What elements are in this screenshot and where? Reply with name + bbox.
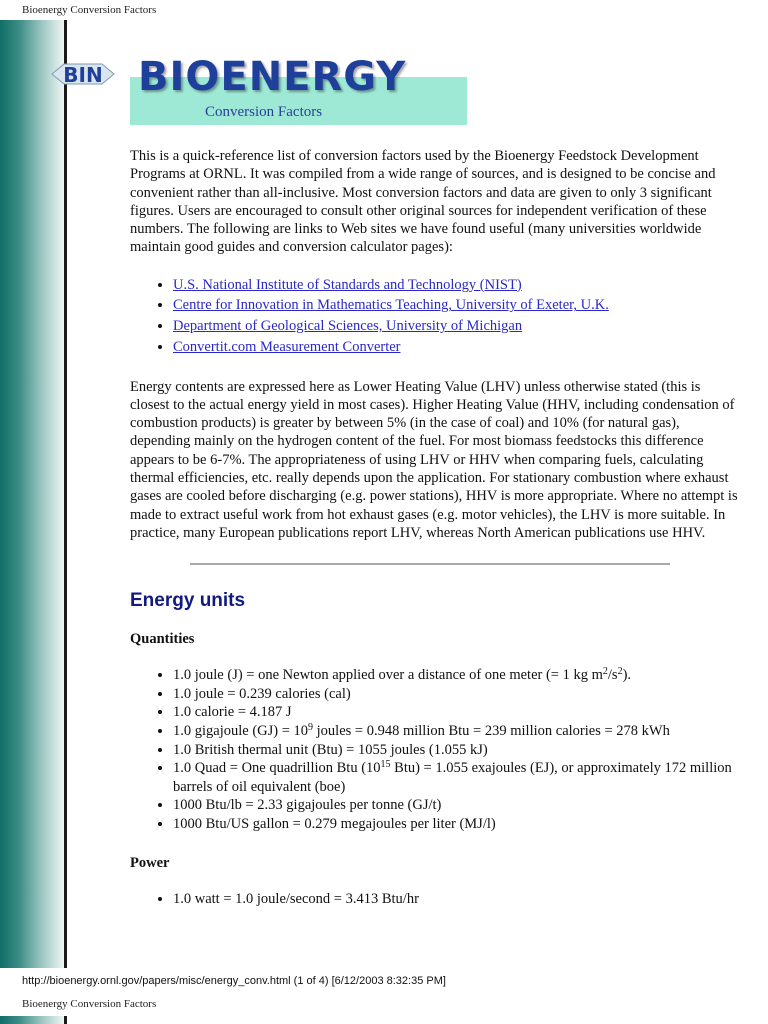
bin-logo-text: BIN (63, 63, 103, 87)
reference-links-list (130, 275, 742, 358)
sidebar-divider-next-page (64, 1016, 67, 1024)
fact-text: joules = 0.948 million Btu = 239 million calories = 278 kWh (313, 723, 670, 740)
fact-text: Btu) = 1.055 exajoules (EJ), or approximately 172 million barrels of oil equivalent (boe) (173, 760, 732, 795)
page-header-title: Bioenergy Conversion Factors (22, 4, 157, 16)
list-item (173, 759, 742, 796)
main-content (130, 147, 742, 908)
sidebar-gradient (0, 20, 64, 968)
lhv-paragraph: Energy contents are expressed here as Lower Heating Value (LHV) unless otherwise stated (this is closest to the actual energy yield in most cases). Higher Heating Value (HHV, including condensation of combustion products) is greater by between 5% (in the case of coal) and 10% (for natural gas), depending mainly on the hydrogen content of the fuel. For most biomass feedstocks this difference appears to be 6-7%. The appropriateness of using LHV or HHV when comparing fuels, calculating thermal efficiencies, etc. really depends upon the application. For stationary combustion where exhaust gases are cooled before discharging (e.g. power stations), HHV is more appropriate. Where no attempt is made to extract useful work from hot exhaust gases (e.g. motor vehicles), the LHV is more suitable. In practice, many European publications report LHV, whereas North American publications use HHV. (130, 378, 738, 541)
sidebar-gradient-next-page (0, 1016, 64, 1024)
footer-url: http://bioenergy.ornl.gov/papers/misc/energy_conv.html (1 of 4) [6/12/2003 8:32:35 PM] (22, 975, 446, 987)
link-convertit[interactable]: Convertit.com Measurement Converter (173, 338, 401, 355)
link-exeter[interactable]: Centre for Innovation in Mathematics Teaching, University of Exeter, U.K. (173, 297, 609, 314)
list-item (173, 275, 742, 296)
superscript: 9 (308, 722, 314, 734)
power-list (130, 890, 742, 909)
horizontal-divider (190, 563, 670, 565)
link-michigan[interactable]: Department of Geological Sciences, University of Michigan (173, 318, 523, 335)
fact-text: ). (622, 667, 632, 684)
fact-text: /s (607, 667, 618, 684)
list-item: • 1.0 calorie = 4.187 J (173, 703, 742, 722)
fact-text: 1.0 joule (J) = one Newton applied over a distance of one meter (= 1 kg m (173, 667, 603, 684)
list-item: • 1.0 British thermal unit (Btu) = 1055 joules (1.055 kJ) (173, 741, 742, 760)
list-item (173, 295, 742, 316)
quantities-list (130, 666, 742, 833)
list-item (173, 316, 742, 337)
banner-title: BIOENERGY (138, 54, 407, 100)
intro-paragraph: This is a quick-reference list of conversion factors used by the Bioenergy Feedstock Development Programs at ORNL. It was compiled from a wide range of sources, and is designed to be concise and convenient rather than all-inclusive. Most conversion factors and data are given to only 3 significant figures. Users are encouraged to consult other original sources for independent verification of these numbers. The following are links to Web sites we have found useful (many universities worldwide maintain good guides and conversion calculator pages): (130, 148, 716, 256)
superscript: 15 (380, 759, 391, 771)
list-item (173, 666, 742, 685)
list-item: • 1.0 watt = 1.0 joule/second = 3.413 Btu/hr (173, 890, 742, 909)
list-item (173, 722, 742, 741)
subheading-power: Power (130, 854, 170, 871)
footer-page-title: Bioenergy Conversion Factors (22, 998, 157, 1010)
list-item (173, 337, 742, 358)
list-item: • 1.0 joule = 0.239 calories (cal) (173, 685, 742, 704)
list-item: • 1000 Btu/US gallon = 0.279 megajoules per liter (MJ/l) (173, 815, 742, 834)
banner-subtitle: Conversion Factors (205, 104, 323, 120)
sidebar-divider (64, 20, 67, 968)
section-heading-energy-units: Energy units (130, 590, 246, 612)
superscript: 2 (617, 666, 623, 678)
subheading-quantities: Quantities (130, 631, 195, 648)
link-nist[interactable]: U.S. National Institute of Standards and Technology (NIST) (173, 276, 522, 293)
list-item: • 1000 Btu/lb = 2.33 gigajoules per tonne (GJ/t) (173, 796, 742, 815)
bin-logo-icon (50, 58, 116, 90)
fact-text: 1.0 gigajoule (GJ) = 10 (173, 723, 309, 740)
superscript: 2 (602, 666, 608, 678)
fact-text: 1.0 Quad = One quadrillion Btu (10 (173, 760, 381, 777)
